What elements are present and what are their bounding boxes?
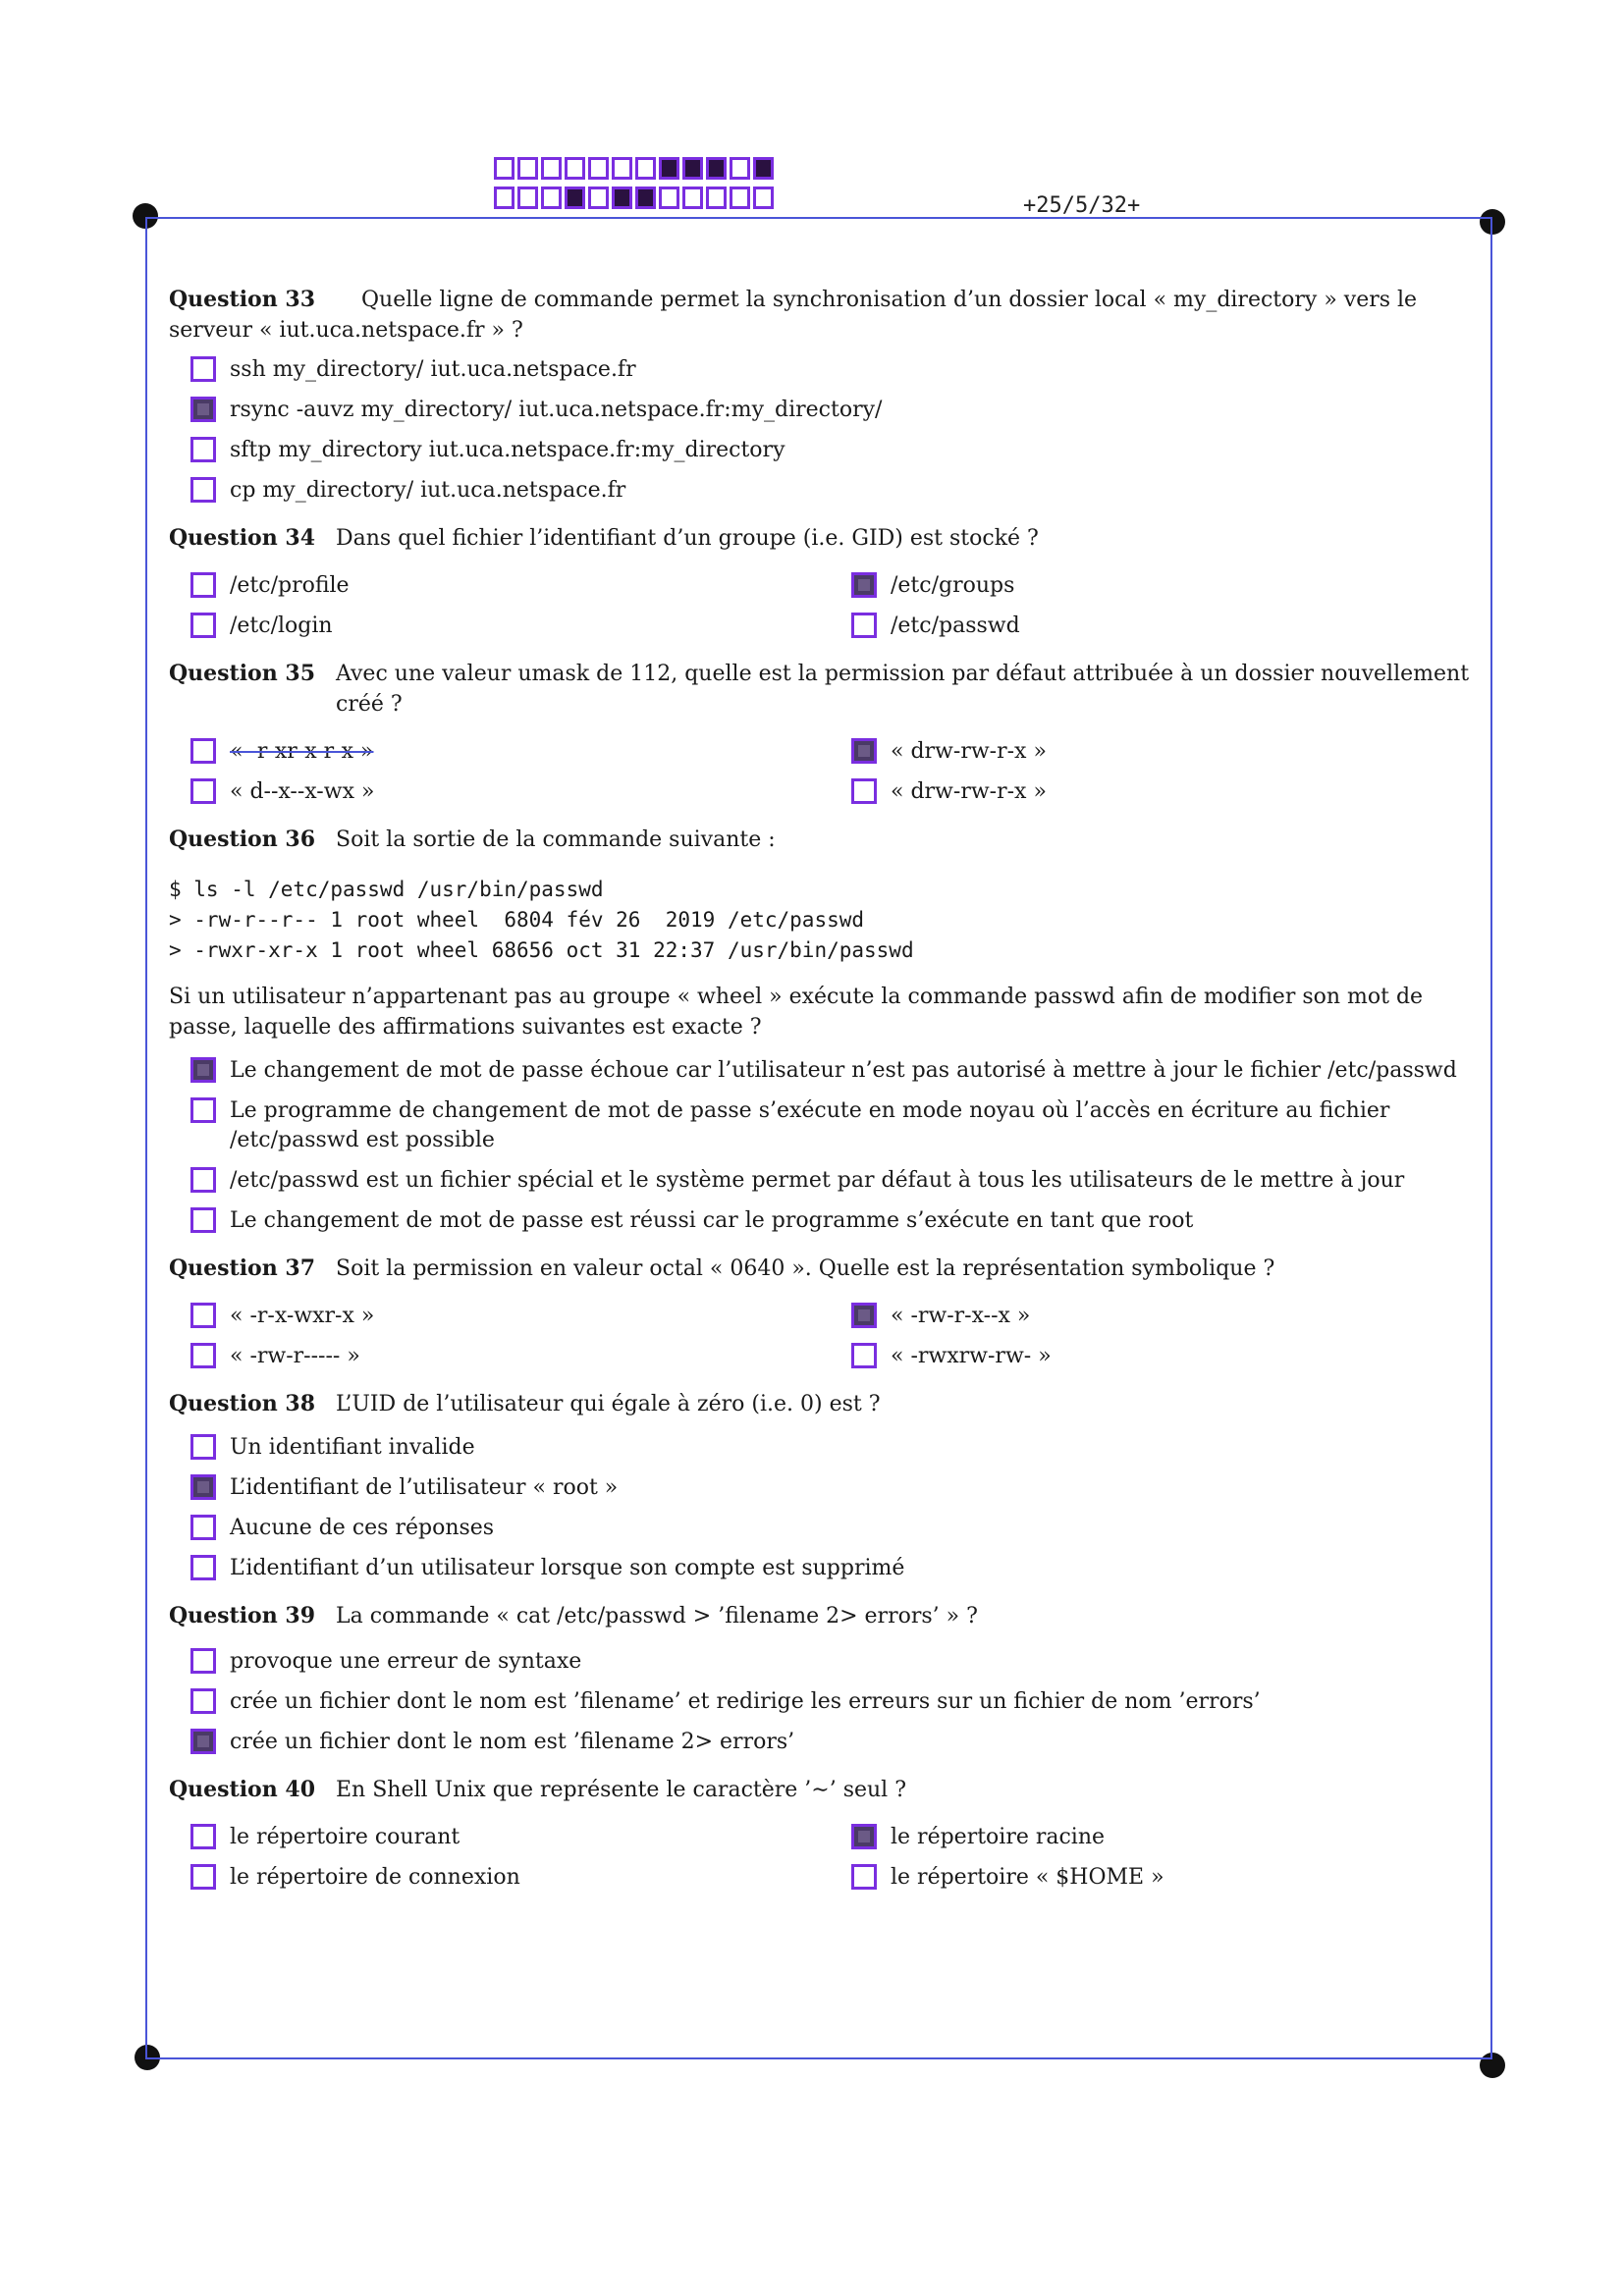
answer-label: Le programme de changement de mot de passe s’exécute en mode noyau où l’accès en écriture au fichier /etc/passwd est possible [230, 1098, 1390, 1152]
answer-label: Aucune de ces réponses [230, 1516, 495, 1540]
answer-checkbox[interactable] [190, 778, 216, 804]
barcode-row-bottom [494, 187, 774, 209]
answer-checkbox[interactable] [190, 738, 216, 764]
answer-options [190, 1823, 1475, 1893]
answer-checkbox[interactable] [190, 1434, 216, 1460]
answer-option[interactable] [851, 612, 1480, 641]
page-identifier: +25/5/32+ [1023, 193, 1141, 218]
answer-option[interactable] [851, 1863, 1480, 1893]
question-number: Question 35 [169, 661, 316, 686]
question-text: Avec une valeur umask de 112, quelle est la permission par défaut attribuée à un dossier nouvellement créé ? [336, 662, 1470, 717]
question-header [169, 1775, 1475, 1805]
answer-option[interactable] [190, 436, 1475, 465]
answer-option[interactable] [190, 355, 1475, 385]
answer-label: /etc/profile [230, 573, 350, 598]
answer-checkbox[interactable] [851, 572, 877, 598]
answer-options [190, 355, 1475, 506]
answer-option[interactable] [190, 1096, 1475, 1155]
barcode-cell [494, 157, 514, 180]
question-number: Question 40 [169, 1777, 316, 1802]
answer-option[interactable] [190, 476, 1475, 506]
question-38 [169, 1389, 1475, 1583]
answer-option[interactable] [851, 1342, 1480, 1371]
answer-label: L’identifiant d’un utilisateur lorsque son compte est supprimé [230, 1556, 905, 1580]
answer-label: /etc/groups [891, 573, 1015, 598]
answer-label: crée un fichier dont le nom est ’filename 2> errors’ [230, 1730, 795, 1754]
question-header [169, 1601, 1475, 1631]
barcode-cell [635, 187, 656, 209]
answer-option[interactable] [851, 1823, 1480, 1852]
answer-checkbox[interactable] [190, 477, 216, 503]
answer-checkbox[interactable] [190, 356, 216, 382]
answer-checkbox[interactable] [190, 1097, 216, 1123]
answer-checkbox[interactable] [190, 1555, 216, 1580]
barcode-cell [706, 187, 727, 209]
answer-label: /etc/login [230, 614, 333, 638]
answer-option[interactable] [190, 1473, 1475, 1503]
question-number: Question 33 [169, 287, 316, 312]
answer-checkbox[interactable] [190, 1688, 216, 1714]
answer-checkbox[interactable] [190, 613, 216, 638]
answer-option[interactable] [190, 1206, 1475, 1236]
answer-label: « -rw-r----- » [230, 1344, 360, 1368]
answer-option[interactable] [190, 1823, 851, 1852]
answer-checkbox[interactable] [851, 1343, 877, 1368]
answer-label: Un identifiant invalide [230, 1435, 475, 1460]
barcode-cell [753, 187, 774, 209]
question-39 [169, 1601, 1475, 1757]
barcode-cell [541, 187, 562, 209]
answer-checkbox[interactable] [190, 1057, 216, 1083]
answer-checkbox[interactable] [190, 1474, 216, 1500]
answer-checkbox[interactable] [851, 1864, 877, 1890]
answer-label: le répertoire courant [230, 1825, 460, 1849]
question-header [169, 1389, 1475, 1419]
question-number: Question 36 [169, 827, 316, 852]
answer-option[interactable] [190, 396, 1475, 425]
barcode-cell [588, 187, 609, 209]
answer-checkbox[interactable] [190, 1824, 216, 1849]
answer-option[interactable] [190, 1647, 1475, 1677]
answer-checkbox[interactable] [190, 437, 216, 462]
answer-checkbox[interactable] [190, 1207, 216, 1233]
answer-option[interactable] [190, 1342, 851, 1371]
barcode-cell [682, 157, 703, 180]
question-number: Question 38 [169, 1391, 316, 1416]
answer-checkbox[interactable] [190, 1303, 216, 1328]
question-text: L’UID de l’utilisateur qui égale à zéro (i.e. 0) est ? [336, 1392, 881, 1416]
barcode-cell [730, 187, 750, 209]
question-number: Question 34 [169, 525, 316, 551]
answer-checkbox[interactable] [190, 1648, 216, 1674]
answer-label: L’identifiant de l’utilisateur « root » [230, 1475, 619, 1500]
barcode-cell [635, 157, 656, 180]
barcode-cell [494, 187, 514, 209]
question-text: Dans quel fichier l’identifiant d’un groupe (i.e. GID) est stocké ? [336, 526, 1039, 551]
answer-checkbox[interactable] [851, 613, 877, 638]
barcode-cell [753, 157, 774, 180]
question-37 [169, 1254, 1475, 1371]
command-output [169, 875, 1475, 966]
answer-option[interactable] [190, 777, 851, 807]
answer-checkbox[interactable] [190, 572, 216, 598]
answer-label: « drw-rw-r-x » [891, 739, 1047, 764]
question-text: Soit la sortie de la commande suivante : [336, 828, 776, 852]
code-line: $ ls -l /etc/passwd /usr/bin/passwd [169, 878, 604, 901]
barcode-cell [565, 157, 585, 180]
answer-options [190, 1433, 1475, 1583]
answer-label: sftp my_directory iut.uca.netspace.fr:my_directory [230, 438, 785, 462]
barcode-cell [706, 157, 727, 180]
question-number: Question 37 [169, 1255, 316, 1281]
answer-label: crée un fichier dont le nom est ’filename’ et redirige les erreurs sur un fichier de nom ’errors’ [230, 1689, 1261, 1714]
question-36 [169, 825, 1475, 1236]
question-33 [169, 285, 1475, 506]
answer-label: le répertoire racine [891, 1825, 1106, 1849]
answer-checkbox[interactable] [190, 1167, 216, 1193]
question-40 [169, 1775, 1475, 1893]
question-header [169, 825, 1475, 855]
answer-option[interactable] [190, 1728, 1475, 1757]
answer-label: « drw-rw-r-x » [891, 779, 1047, 804]
answer-option[interactable] [190, 1166, 1475, 1196]
question-34 [169, 523, 1475, 641]
answer-label: Le changement de mot de passe échoue car l’utilisateur n’est pas autorisé à mettre à jour le fichier /etc/passwd [230, 1058, 1457, 1083]
question-text: Quelle ligne de commande permet la synchronisation d’un dossier local « my_directory » vers le serveur « iut.uca.netspace.fr » ? [169, 288, 1418, 343]
question-number: Question 39 [169, 1603, 316, 1629]
answer-checkbox[interactable] [851, 738, 877, 764]
answer-label: provoque une erreur de syntaxe [230, 1649, 582, 1674]
answer-label: cp my_directory/ iut.uca.netspace.fr [230, 478, 626, 503]
answer-label: Le changement de mot de passe est réussi car le programme s’exécute en tant que root [230, 1208, 1194, 1233]
question-header [169, 523, 1475, 554]
answer-label: /etc/passwd [891, 614, 1020, 638]
barcode-cell [517, 187, 538, 209]
barcode-cell [588, 157, 609, 180]
barcode-cell [659, 157, 679, 180]
answer-option[interactable] [851, 1302, 1480, 1331]
question-text: Soit la permission en valeur octal « 0640 ». Quelle est la représentation symbolique ? [336, 1256, 1275, 1281]
answer-option[interactable] [851, 571, 1480, 601]
barcode-cell [565, 187, 585, 209]
barcode-cell [541, 157, 562, 180]
answer-options [190, 1056, 1475, 1236]
code-line: > -rw-r--r-- 1 root wheel 6804 fév 26 2019 /etc/passwd [169, 908, 865, 932]
answer-option[interactable] [190, 1863, 851, 1893]
code-line: > -rwxr-xr-x 1 root wheel 68656 oct 31 22:37 /usr/bin/passwd [169, 938, 914, 962]
answer-checkbox[interactable] [190, 1729, 216, 1754]
question-text: En Shell Unix que représente le caractère ’∼’ seul ? [336, 1778, 906, 1802]
answer-options [190, 571, 1475, 641]
answer-checkbox[interactable] [851, 1303, 877, 1328]
answer-option[interactable] [851, 777, 1480, 807]
answer-label: /etc/passwd est un fichier spécial et le système permet par défaut à tous les utilisateurs de le mettre à jour [230, 1168, 1405, 1193]
answer-option[interactable] [190, 1514, 1475, 1543]
answer-option[interactable] [190, 1433, 1475, 1463]
answer-option[interactable] [190, 737, 851, 767]
answer-checkbox[interactable] [190, 397, 216, 422]
answer-checkbox[interactable] [851, 778, 877, 804]
answer-label: « -r-xr-x-r-x » [230, 739, 374, 764]
barcode-cell [517, 157, 538, 180]
answer-checkbox[interactable] [190, 1515, 216, 1540]
question-header [169, 659, 1475, 720]
answer-label: « -r-x-wxr-x » [230, 1304, 375, 1328]
barcode-cell [730, 157, 750, 180]
question-35 [169, 659, 1475, 807]
barcode-cell [659, 187, 679, 209]
answer-label: ssh my_directory/ iut.uca.netspace.fr [230, 357, 636, 382]
answer-option[interactable] [190, 1687, 1475, 1717]
answer-checkbox[interactable] [190, 1864, 216, 1890]
question-header [169, 1254, 1475, 1284]
answer-label: « -rw-r-x--x » [891, 1304, 1031, 1328]
barcode-cell [682, 187, 703, 209]
answer-options [190, 737, 1475, 807]
answer-options [190, 1647, 1475, 1757]
exam-content [169, 285, 1475, 1910]
answer-option[interactable] [190, 1302, 851, 1331]
question-text: La commande « cat /etc/passwd > ’filename 2> errors’ » ? [336, 1604, 978, 1629]
answer-label: le répertoire de connexion [230, 1865, 520, 1890]
answer-option[interactable] [190, 612, 851, 641]
answer-option[interactable] [190, 571, 851, 601]
barcode-cell [612, 187, 632, 209]
answer-label: « -rwxrw-rw- » [891, 1344, 1052, 1368]
answer-label: le répertoire « $HOME » [891, 1865, 1164, 1890]
answer-label: rsync -auvz my_directory/ iut.uca.netspace.fr:my_directory/ [230, 398, 883, 422]
barcode-row-top [494, 157, 774, 180]
answer-options [190, 1302, 1475, 1371]
answer-option[interactable] [851, 737, 1480, 767]
question-header [169, 285, 1475, 346]
answer-option[interactable] [190, 1554, 1475, 1583]
answer-checkbox[interactable] [851, 1824, 877, 1849]
barcode-cell [612, 157, 632, 180]
answer-checkbox[interactable] [190, 1343, 216, 1368]
answer-option[interactable] [190, 1056, 1475, 1086]
question-followup: Si un utilisateur n’appartenant pas au groupe « wheel » exécute la commande passwd afin de modifier son mot de passe, laquelle des affirmations suivantes est exacte ? [169, 985, 1424, 1040]
answer-label: « d--x--x-wx » [230, 779, 375, 804]
